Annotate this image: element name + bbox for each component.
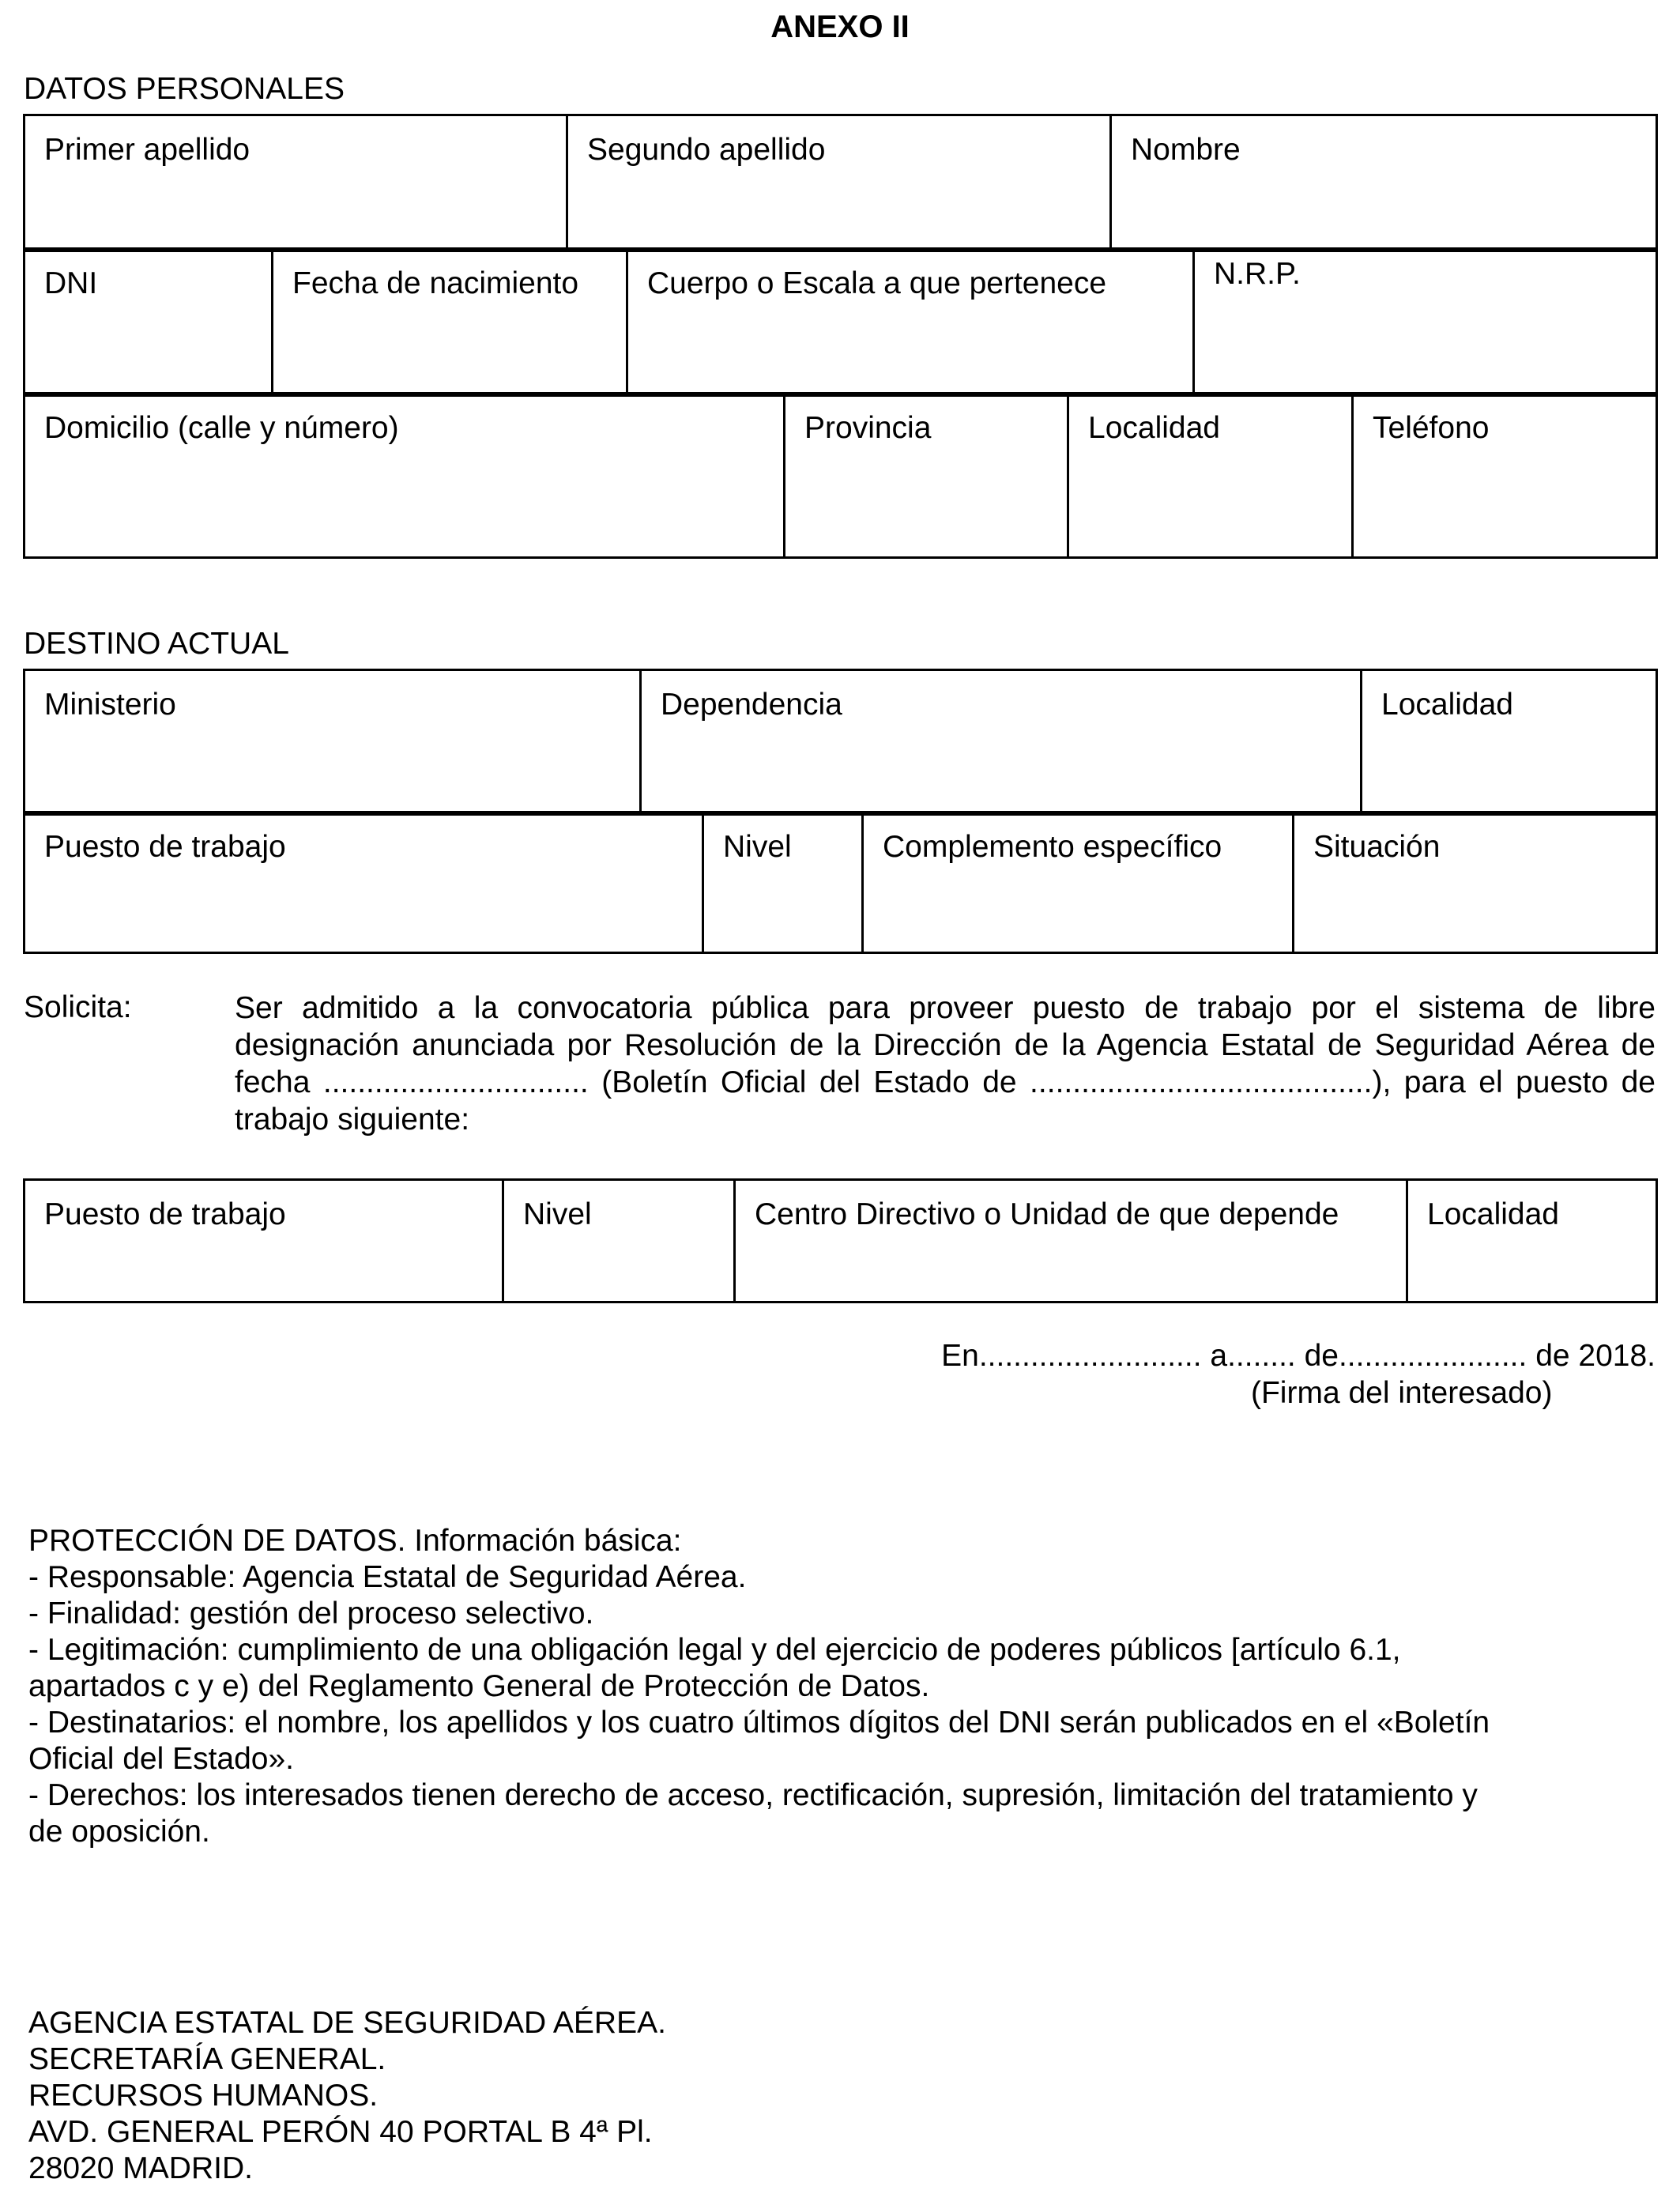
destino-actual-heading: DESTINO ACTUAL: [24, 627, 289, 661]
solicita-label: Solicita:: [24, 990, 132, 1024]
direccion-line: RECURSOS HUMANOS.: [28, 2079, 379, 2113]
nivel-field[interactable]: Nivel: [703, 812, 863, 953]
direccion-line: 28020 MADRID.: [28, 2151, 253, 2185]
destino-localidad-field[interactable]: Localidad: [1362, 670, 1657, 815]
direccion-block: [28, 2005, 666, 2187]
proteccion-datos-line: - Finalidad: gestión del proceso selectivo.: [28, 1596, 594, 1630]
nrp-field[interactable]: N.R.P.: [1194, 249, 1657, 396]
solicitado-puesto-field[interactable]: Puesto de trabajo: [24, 1180, 503, 1302]
domicilio-field[interactable]: Domicilio (calle y número): [24, 394, 785, 558]
telefono-field[interactable]: Teléfono: [1353, 394, 1657, 558]
solicitado-nivel-field[interactable]: Nivel: [503, 1180, 735, 1302]
direccion-line: SECRETARÍA GENERAL.: [28, 2042, 386, 2076]
nombre-field[interactable]: Nombre: [1111, 115, 1657, 251]
direccion-line: AVD. GENERAL PERÓN 40 PORTAL B 4ª Pl.: [28, 2115, 653, 2149]
proteccion-datos-line: - Legitimación: cumplimiento de una obligación legal y del ejercicio de poderes públicos [artículo 6.1,: [28, 1633, 1401, 1667]
datos-personales-row1-table: [23, 114, 1658, 252]
cuerpo-escala-field[interactable]: Cuerpo o Escala a que pertenece: [627, 249, 1194, 396]
destino-actual-row2-table: [23, 811, 1658, 954]
solicita-text: Ser admitido a la convocatoria pública para proveer puesto de trabajo por el sistema de libre designación anunciada por Resolución de la Dirección de la Agencia Estatal de Seguridad Aérea de fecha ............................... (Boletín Oficial del Estado de ........................................), para el puesto de trabajo siguiente:: [235, 991, 1656, 1137]
complemento-especifico-field[interactable]: Complemento específico: [863, 812, 1294, 953]
datos-personales-row3-table: [23, 392, 1658, 559]
proteccion-datos-line: PROTECCIÓN DE DATOS. Información básica:: [28, 1524, 682, 1558]
proteccion-datos-line: - Derechos: los interesados tienen derecho de acceso, rectificación, supresión, limitación del tratamiento y: [28, 1778, 1478, 1812]
puesto-solicitado-table: [23, 1178, 1658, 1303]
proteccion-datos-line: apartados c y e) del Reglamento General de Protección de Datos.: [28, 1669, 930, 1703]
dni-field[interactable]: DNI: [24, 249, 273, 396]
proteccion-datos-line: de oposición.: [28, 1815, 210, 1849]
datos-personales-row2-table: [23, 247, 1658, 397]
firma-label: (Firma del interesado): [1251, 1376, 1553, 1410]
destino-actual-row1-table: [23, 669, 1658, 816]
proteccion-datos-line: Oficial del Estado».: [28, 1742, 295, 1776]
primer-apellido-field[interactable]: Primer apellido: [24, 115, 567, 251]
proteccion-datos-line: - Responsable: Agencia Estatal de Seguridad Aérea.: [28, 1560, 747, 1594]
puesto-trabajo-field[interactable]: Puesto de trabajo: [24, 812, 703, 953]
situacion-field[interactable]: Situación: [1294, 812, 1657, 953]
provincia-field[interactable]: Provincia: [785, 394, 1068, 558]
page-title: ANEXO II: [770, 9, 910, 44]
ministerio-field[interactable]: Ministerio: [24, 670, 641, 815]
localidad-field[interactable]: Localidad: [1068, 394, 1353, 558]
proteccion-datos-block: [28, 1523, 1490, 1850]
segundo-apellido-field[interactable]: Segundo apellido: [567, 115, 1111, 251]
direccion-line: AGENCIA ESTATAL DE SEGURIDAD AÉREA.: [28, 2006, 666, 2040]
solicitado-localidad-field[interactable]: Localidad: [1407, 1180, 1657, 1302]
datos-personales-heading: DATOS PERSONALES: [24, 72, 345, 106]
proteccion-datos-line: - Destinatarios: el nombre, los apellidos y los cuatro últimos dígitos del DNI serán publicados en el «Boletín: [28, 1706, 1490, 1740]
fecha-nacimiento-field[interactable]: Fecha de nacimiento: [273, 249, 627, 396]
fecha-line: En.......................... a........ de...................... de 2018.: [941, 1339, 1656, 1373]
solicitado-centro-directivo-field[interactable]: Centro Directivo o Unidad de que depende: [735, 1180, 1407, 1302]
dependencia-field[interactable]: Dependencia: [641, 670, 1362, 815]
